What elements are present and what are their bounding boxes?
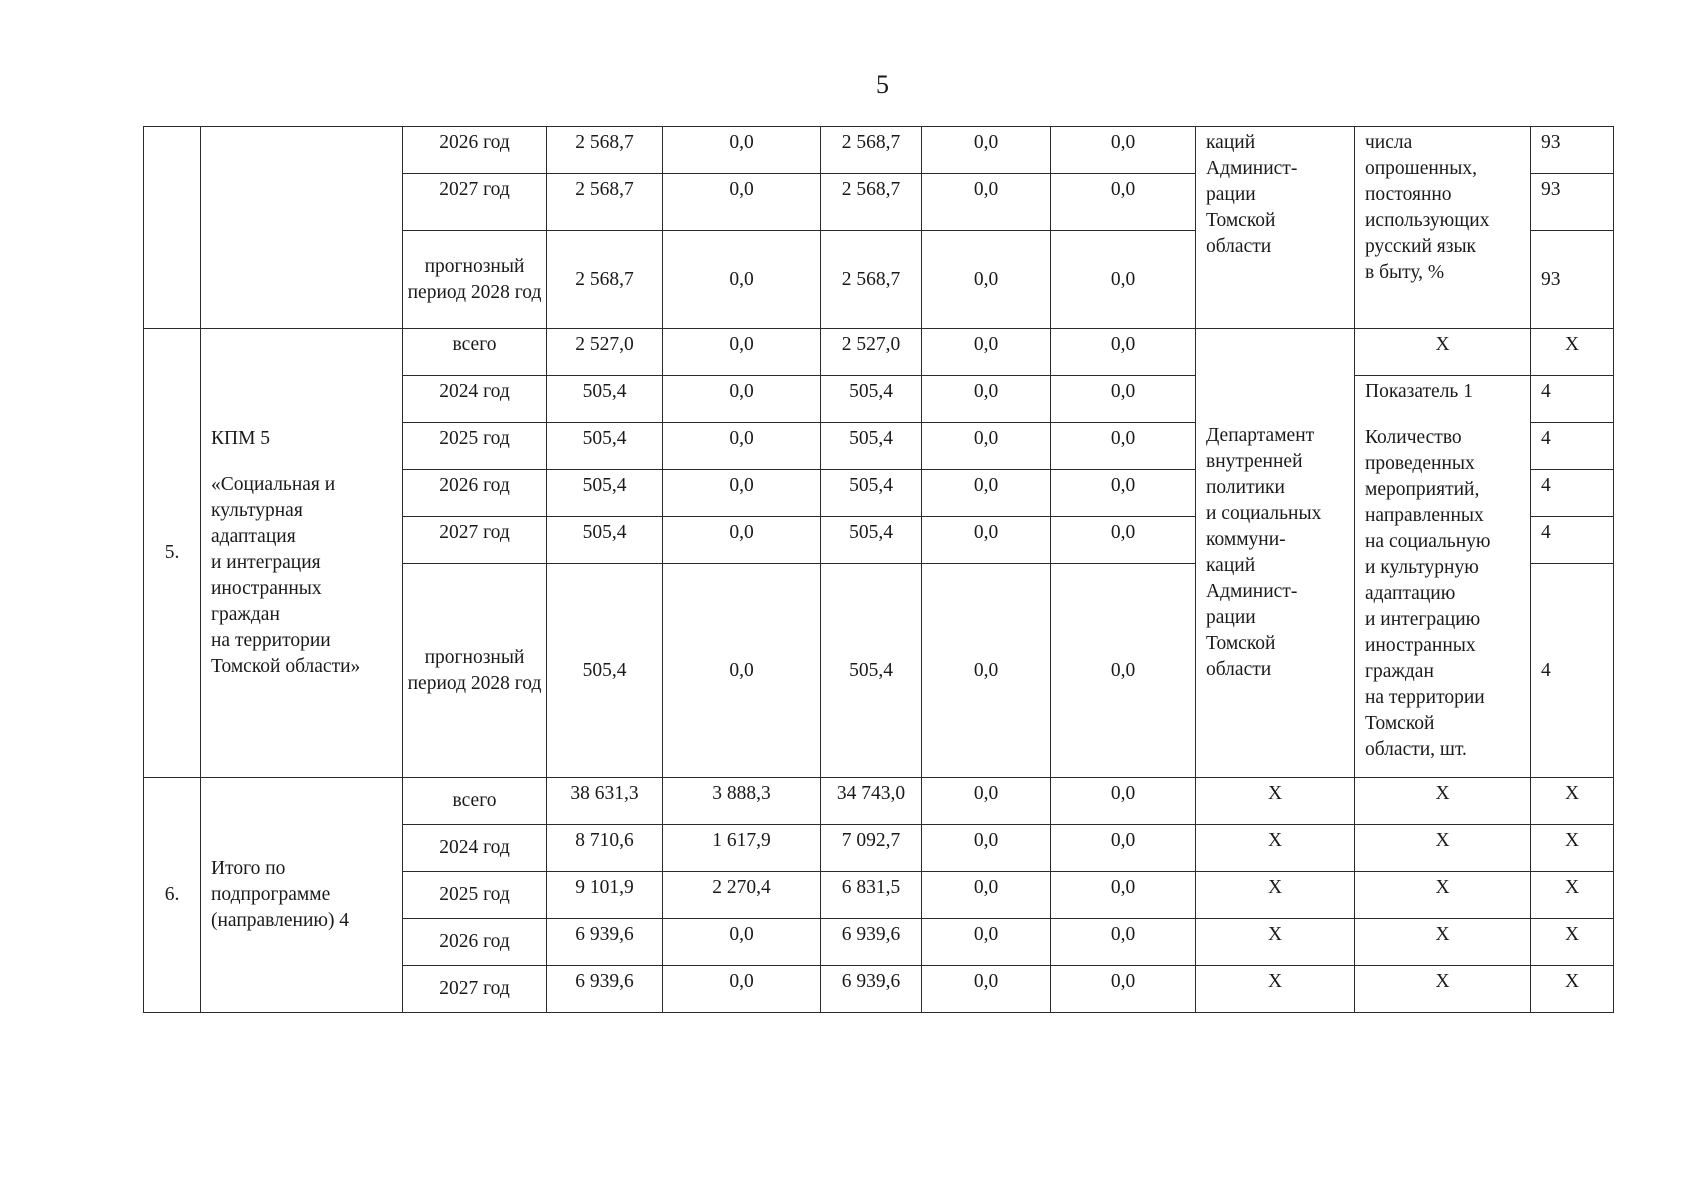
other-cell: 0,0 — [1051, 966, 1196, 1013]
total-cell: 8 710,6 — [547, 825, 663, 872]
federal-cell: 2 270,4 — [663, 872, 821, 919]
other-cell: 0,0 — [1051, 872, 1196, 919]
period-cell: всего — [403, 329, 547, 376]
municipal-cell: 0,0 — [922, 127, 1051, 174]
total-cell: 505,4 — [547, 564, 663, 778]
regional-cell: 505,4 — [821, 564, 922, 778]
period-cell: 2027 год — [403, 517, 547, 564]
spacer — [1365, 405, 1530, 425]
total-cell: 505,4 — [547, 423, 663, 470]
indicator-value-cell: X — [1531, 919, 1614, 966]
total-cell: 9 101,9 — [547, 872, 663, 919]
municipal-cell: 0,0 — [922, 174, 1051, 231]
total-cell: 6 939,6 — [547, 966, 663, 1013]
period-cell: 2026 год — [403, 919, 547, 966]
other-cell: 0,0 — [1051, 174, 1196, 231]
other-cell: 0,0 — [1051, 564, 1196, 778]
department-cell: X — [1196, 966, 1355, 1013]
other-cell: 0,0 — [1051, 423, 1196, 470]
period-cell: 2026 год — [403, 470, 547, 517]
program-title: «Социальная и культурная адаптация и интеграция иностранных граждан на территории Томской области» — [211, 474, 361, 677]
federal-cell: 0,0 — [663, 966, 821, 1013]
regional-cell: 2 568,7 — [821, 174, 922, 231]
row-num-cell — [144, 127, 201, 329]
other-cell: 0,0 — [1051, 231, 1196, 329]
federal-cell: 0,0 — [663, 231, 821, 329]
federal-cell: 0,0 — [663, 470, 821, 517]
indicator-cell: числа опрошенных, постоянно использующих русский язык в быту, % — [1355, 127, 1531, 329]
indicator-value-cell: X — [1531, 778, 1614, 825]
department-cell: X — [1196, 872, 1355, 919]
regional-cell: 34 743,0 — [821, 778, 922, 825]
regional-cell: 7 092,7 — [821, 825, 922, 872]
other-cell: 0,0 — [1051, 470, 1196, 517]
regional-cell: 505,4 — [821, 470, 922, 517]
federal-cell: 0,0 — [663, 517, 821, 564]
page-number: 5 — [876, 70, 889, 99]
municipal-cell: 0,0 — [922, 825, 1051, 872]
regional-cell: 2 568,7 — [821, 127, 922, 174]
program-code: КПМ 5 — [211, 428, 271, 449]
indicator-value-cell: X — [1531, 966, 1614, 1013]
regional-cell: 6 939,6 — [821, 919, 922, 966]
period-cell: всего — [403, 778, 547, 825]
federal-cell: 0,0 — [663, 423, 821, 470]
row-num-cell: 5. — [144, 329, 201, 778]
indicator-value-cell: 93 — [1531, 231, 1614, 329]
indicator-text: Количество проведенных мероприятий, направленных на социальную и культурную адаптацию и интеграцию иностранных граждан на территории Томской области, шт. — [1365, 427, 1491, 760]
regional-cell: 2 527,0 — [821, 329, 922, 376]
regional-cell: 505,4 — [821, 423, 922, 470]
department-cell: X — [1196, 825, 1355, 872]
indicator-value-cell: 4 — [1531, 470, 1614, 517]
period-cell: 2024 год — [403, 376, 547, 423]
spacer — [211, 452, 402, 472]
indicator-cell — [1355, 376, 1531, 778]
other-cell: 0,0 — [1051, 919, 1196, 966]
federal-cell: 0,0 — [663, 127, 821, 174]
department-cell: Департамент внутренней политики и социальных коммуни- каций Админист- рации Томской области — [1196, 329, 1355, 778]
total-cell: 505,4 — [547, 517, 663, 564]
table-row — [144, 329, 1614, 376]
row-name-cell: Итого по подпрограмме (направлению) 4 — [201, 778, 403, 1013]
other-cell: 0,0 — [1051, 376, 1196, 423]
total-cell: 2 527,0 — [547, 329, 663, 376]
indicator-label: Показатель 1 — [1365, 381, 1473, 402]
department-cell: каций Админист- рации Томской области — [1196, 127, 1355, 329]
indicator-cell: X — [1355, 329, 1531, 376]
row-name-cell — [201, 127, 403, 329]
municipal-cell: 0,0 — [922, 872, 1051, 919]
department-cell: X — [1196, 919, 1355, 966]
total-cell: 2 568,7 — [547, 174, 663, 231]
federal-cell: 0,0 — [663, 919, 821, 966]
other-cell: 0,0 — [1051, 778, 1196, 825]
other-cell: 0,0 — [1051, 329, 1196, 376]
indicator-value-cell: X — [1531, 329, 1614, 376]
indicator-value-cell: 4 — [1531, 564, 1614, 778]
row-num-cell: 6. — [144, 778, 201, 1013]
period-cell: 2025 год — [403, 423, 547, 470]
federal-cell: 1 617,9 — [663, 825, 821, 872]
indicator-value-cell: 4 — [1531, 376, 1614, 423]
period-cell: 2025 год — [403, 872, 547, 919]
indicator-value-cell: 93 — [1531, 174, 1614, 231]
municipal-cell: 0,0 — [922, 919, 1051, 966]
regional-cell: 6 939,6 — [821, 966, 922, 1013]
federal-cell: 0,0 — [663, 174, 821, 231]
federal-cell: 0,0 — [663, 329, 821, 376]
municipal-cell: 0,0 — [922, 966, 1051, 1013]
period-cell: 2026 год — [403, 127, 547, 174]
total-cell: 2 568,7 — [547, 231, 663, 329]
municipal-cell: 0,0 — [922, 778, 1051, 825]
indicator-cell: X — [1355, 872, 1531, 919]
total-cell: 6 939,6 — [547, 919, 663, 966]
regional-cell: 6 831,5 — [821, 872, 922, 919]
municipal-cell: 0,0 — [922, 564, 1051, 778]
federal-cell: 0,0 — [663, 564, 821, 778]
indicator-cell: X — [1355, 919, 1531, 966]
municipal-cell: 0,0 — [922, 376, 1051, 423]
regional-cell: 505,4 — [821, 517, 922, 564]
indicator-value-cell: 4 — [1531, 423, 1614, 470]
indicator-value-cell: X — [1531, 872, 1614, 919]
indicator-cell: X — [1355, 778, 1531, 825]
row-name-cell — [201, 329, 403, 778]
indicator-cell: X — [1355, 966, 1531, 1013]
period-cell: прогнозный период 2028 год — [403, 231, 547, 329]
municipal-cell: 0,0 — [922, 517, 1051, 564]
indicator-value-cell: 4 — [1531, 517, 1614, 564]
municipal-cell: 0,0 — [922, 470, 1051, 517]
subprogram-table — [143, 126, 1614, 1013]
other-cell: 0,0 — [1051, 127, 1196, 174]
total-cell: 505,4 — [547, 376, 663, 423]
period-cell: прогнозный период 2028 год — [403, 564, 547, 778]
municipal-cell: 0,0 — [922, 329, 1051, 376]
other-cell: 0,0 — [1051, 825, 1196, 872]
federal-cell: 0,0 — [663, 376, 821, 423]
indicator-cell: X — [1355, 825, 1531, 872]
period-cell: 2027 год — [403, 174, 547, 231]
regional-cell: 2 568,7 — [821, 231, 922, 329]
regional-cell: 505,4 — [821, 376, 922, 423]
department-cell: X — [1196, 778, 1355, 825]
federal-cell: 3 888,3 — [663, 778, 821, 825]
table-row — [144, 778, 1614, 825]
total-cell: 505,4 — [547, 470, 663, 517]
period-cell: 2024 год — [403, 825, 547, 872]
indicator-value-cell: X — [1531, 825, 1614, 872]
total-cell: 2 568,7 — [547, 127, 663, 174]
other-cell: 0,0 — [1051, 517, 1196, 564]
municipal-cell: 0,0 — [922, 231, 1051, 329]
total-cell: 38 631,3 — [547, 778, 663, 825]
municipal-cell: 0,0 — [922, 423, 1051, 470]
indicator-value-cell: 93 — [1531, 127, 1614, 174]
table-row — [144, 127, 1614, 174]
period-cell: 2027 год — [403, 966, 547, 1013]
